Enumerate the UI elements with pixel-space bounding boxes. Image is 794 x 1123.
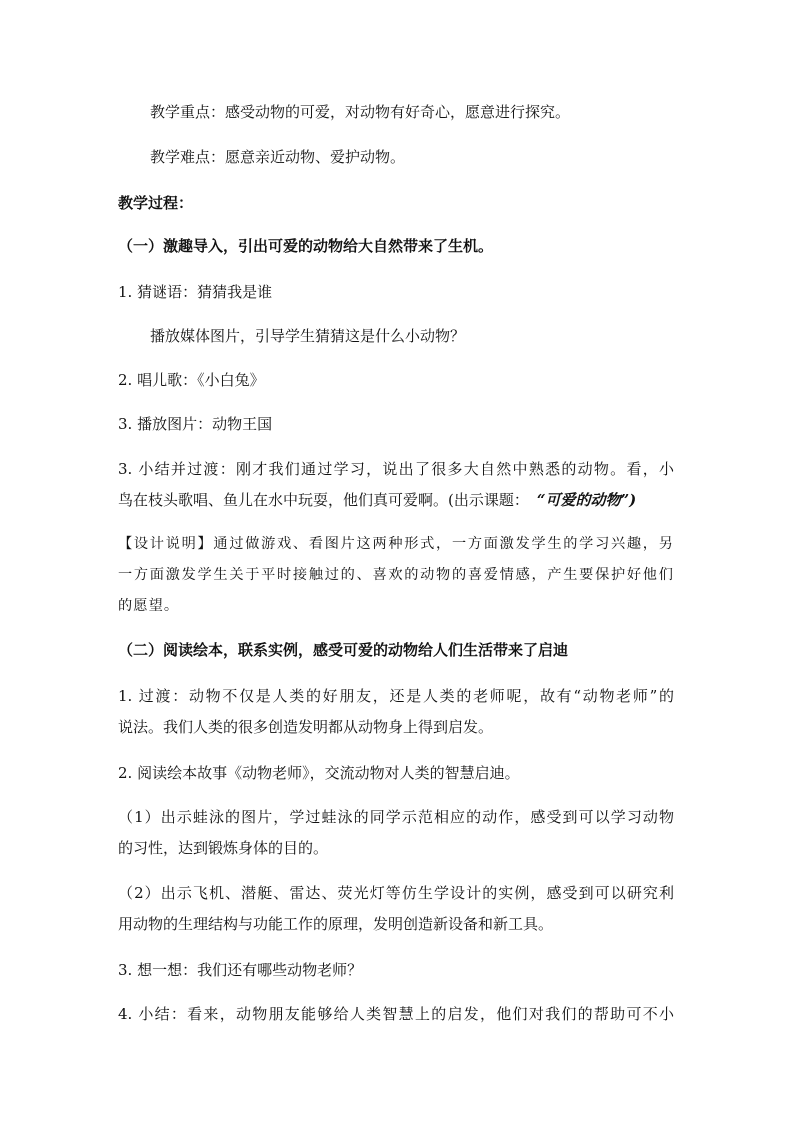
section-two-item-1-line-1: 1. 过渡：动物不仅是人类的好朋友，还是人类的老师呢，故有“动物老师”的 — [118, 687, 674, 705]
section-two-sub-2-line-1: （2）出示飞机、潜艇、雷达、荧光灯等仿生学设计的实例，感受到可以研究利 — [118, 884, 674, 902]
section-one-item-2: 2. 唱儿歌：《小白兔》 — [118, 371, 265, 389]
section-one-item-4-text: 鸟在枝头歌唱、鱼儿在水中玩耍，他们真可爱啊。(出示课题： — [118, 491, 529, 509]
course-title: “可爱的动物”) — [536, 491, 637, 509]
section-two-item-4: 4. 小结：看来，动物朋友能够给人类智慧上的启发，他们对我们的帮助可不小 — [118, 1005, 674, 1023]
section-two-sub-1-line-2: 的习性，达到锻炼身体的目的。 — [118, 839, 329, 857]
design-note-line-1: 【设计说明】通过做游戏、看图片这两种形式，一方面激发学生的学习兴趣，另 — [118, 536, 674, 552]
section-two-item-2: 2. 阅读绘本故事《动物老师》，交流动物对人类的智慧启迪。 — [118, 764, 520, 782]
section-one-heading: （一）激趣导入，引出可爱的动物给大自然带来了生机。 — [118, 237, 494, 255]
teaching-difficulty: 教学难点：愿意亲近动物、爱护动物。 — [150, 148, 406, 166]
design-note-line-2: 一方面激发学生关于平时接触过的、喜欢的动物的喜爱情感，产生要保护好他们 — [118, 567, 674, 583]
section-one-item-4-line-1: 3. 小结并过渡：刚才我们通过学习，说出了很多大自然中熟悉的动物。看，小 — [118, 460, 674, 478]
section-one-item-1: 1. 猜谜语：猜猜我是谁 — [118, 283, 273, 301]
section-one-item-1-desc: 播放媒体图片，引导学生猜猜这是什么小动物？ — [150, 327, 466, 345]
section-one-item-4-line-2 — [118, 490, 674, 510]
section-two-sub-2-line-2: 用动物的生理结构与功能工作的原理，发明创造新设备和新工具。 — [118, 915, 554, 933]
section-two-sub-1-line-1: （1）出示蛙泳的图片，学过蛙泳的同学示范相应的动作，感受到可以学习动物 — [118, 808, 674, 826]
teaching-focus: 教学重点：感受动物的可爱，对动物有好奇心，愿意进行探究。 — [150, 103, 571, 121]
design-note-line-3: 的愿望。 — [118, 598, 180, 614]
section-one-item-3: 3. 播放图片：动物王国 — [118, 415, 273, 433]
teaching-process-heading: 教学过程： — [118, 194, 194, 212]
section-two-item-1-line-2: 说法。我们人类的很多创造发明都从动物身上得到启发。 — [118, 718, 494, 736]
section-two-heading: （二）阅读绘本，联系实例，感受可爱的动物给人们生活带来了启迪 — [118, 641, 569, 659]
section-two-item-3: 3. 想一想：我们还有哪些动物老师？ — [118, 961, 363, 979]
